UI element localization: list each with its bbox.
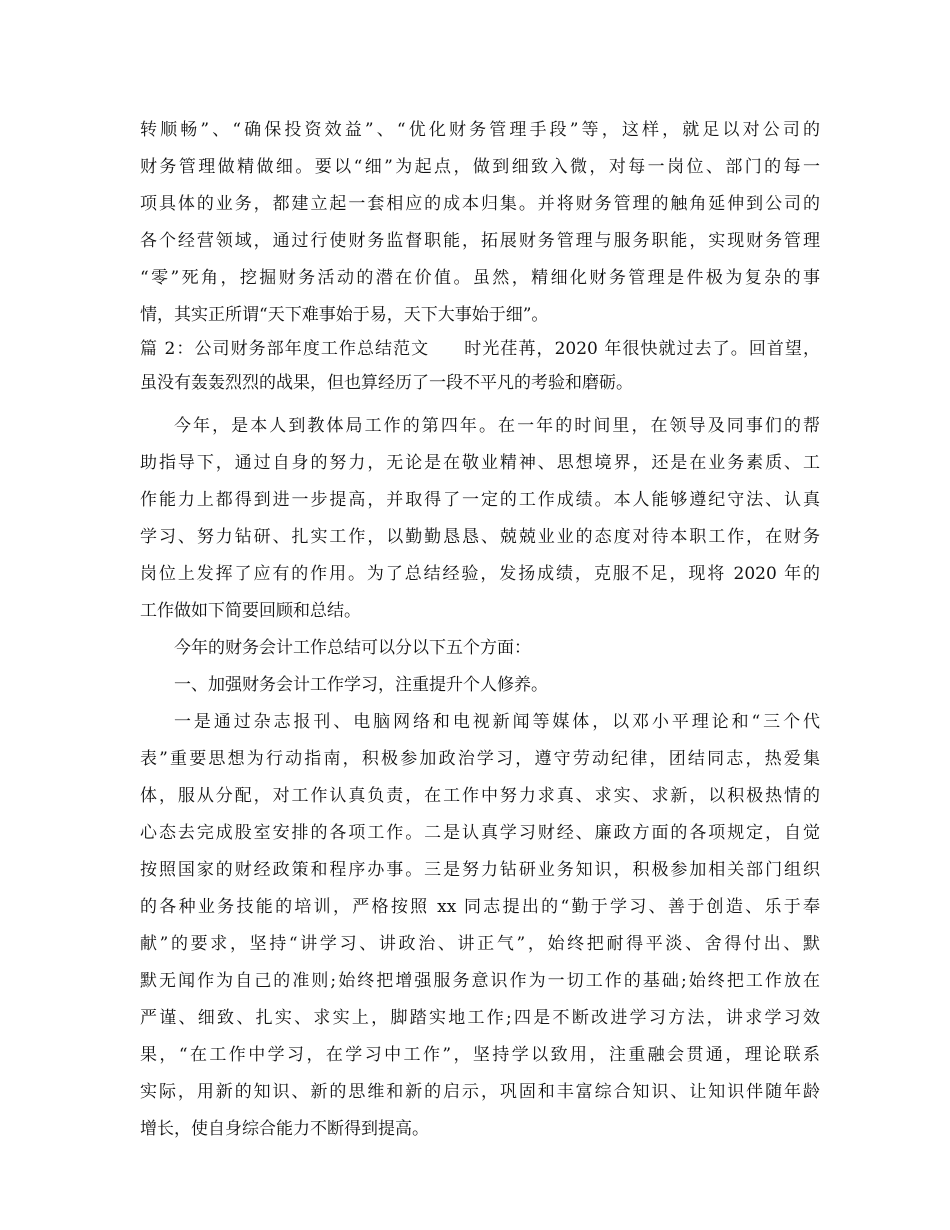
body-line: 的各种业务技能的培训，严格按照 xx 同志提出的“勤于学习、善于创造、乐于奉	[140, 897, 820, 917]
body-line: 果，“在工作中学习，在学习中工作”，坚持学以致用，注重融会贯通，理论联系	[140, 1045, 820, 1065]
body-line: 实际，用新的知识、新的思维和新的启示，巩固和丰富综合知识、让知识伴随年龄	[140, 1082, 820, 1102]
heading-title: 篇 2：公司财务部年度工作总结范文	[140, 339, 430, 359]
body-line: 献”的要求，坚持“讲学习、讲政治、讲正气”，始终把耐得平淡、舍得付出、默	[140, 934, 820, 954]
body-line: 增长，使自身综合能力不断得到提高。	[140, 1119, 429, 1139]
body-line: 作能力上都得到进一步提高，并取得了一定的工作成绩。本人能够遵纪守法、认真	[140, 490, 820, 510]
body-line: 默无闻作为自己的准则;始终把增强服务意识作为一切工作的基础;始终把工作放在	[140, 971, 820, 991]
body-line: 心态去完成股室安排的各项工作。二是认真学习财经、廉政方面的各项规定，自觉	[140, 823, 820, 843]
body-line: 严谨、细致、扎实、求实上，脚踏实地工作;四是不断改进学习方法，讲求学习效	[140, 1008, 820, 1028]
body-line: 岗位上发挥了应有的作用。为了总结经验，发扬成绩，克服不足，现将 2020 年的	[140, 564, 820, 584]
body-line: 虽没有轰轰烈烈的战果，但也算经历了一段不平凡的考验和磨砺。	[140, 373, 633, 393]
body-line: 转顺畅”、“确保投资效益”、“优化财务管理手段”等，这样，就足以对公司的	[140, 120, 820, 140]
section1-title: 一、加强财务会计工作学习，注重提升个人修养。	[174, 675, 548, 695]
body-line: 助指导下，通过自身的努力，无论是在敬业精神、思想境界，还是在业务素质、工	[140, 453, 820, 473]
body-line: 各个经营领域，通过行使财务监督职能，拓展财务管理与服务职能，实现财务管理	[140, 231, 820, 251]
paragraph-first-line: 一是通过杂志报刊、电脑网络和电视新闻等媒体，以邓小平理论和“三个代	[174, 712, 820, 732]
body-line: 按照国家的财经政策和程序办事。三是努力钻研业务知识，积极参加相关部门组织	[140, 860, 820, 880]
body-line: 情，其实正所谓“天下难事始于易，天下大事始于细”。	[140, 305, 549, 325]
body-line: 项具体的业务，都建立起一套相应的成本归集。并将财务管理的触角延伸到公司的	[140, 194, 820, 214]
paragraph-first-line: 今年，是本人到教体局工作的第四年。在一年的时间里，在领导及同事们的帮	[174, 416, 820, 436]
intro-line: 今年的财务会计工作总结可以分以下五个方面：	[174, 638, 531, 658]
body-line: 体，服从分配，对工作认真负责，在工作中努力求真、求实、求新，以积极热情的	[140, 786, 820, 806]
heading-rest: 时光荏苒，2020 年很快就过去了。回首望，	[463, 339, 820, 359]
body-line: “零”死角，挖掘财务活动的潜在价值。虽然，精细化财务管理是件极为复杂的事	[140, 268, 820, 288]
body-line: 表”重要思想为行动指南，积极参加政治学习，遵守劳动纪律，团结同志，热爱集	[140, 749, 820, 769]
body-line: 财务管理做精做细。要以“细”为起点，做到细致入微，对每一岗位、部门的每一	[140, 157, 820, 177]
section-heading	[140, 334, 820, 364]
body-line: 学习、努力钻研、扎实工作，以勤勤恳恳、兢兢业业的态度对待本职工作，在财务	[140, 527, 820, 547]
body-line: 工作做如下简要回顾和总结。	[140, 601, 361, 621]
